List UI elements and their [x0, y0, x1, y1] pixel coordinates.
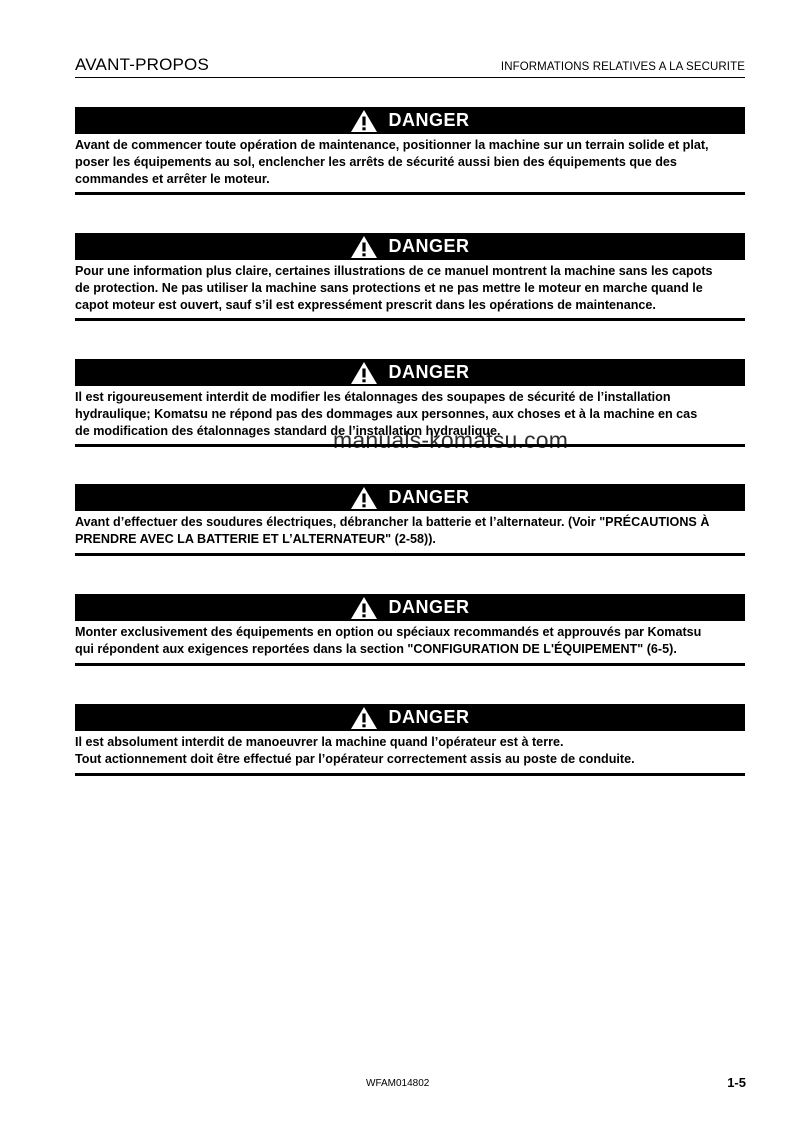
danger-text-line: Il est absolument interdit de manoeuvrer la machine quand l’opérateur est à terre. — [75, 735, 564, 749]
danger-text-line: Avant d’effectuer des soudures électriques, débrancher la batterie et l’alternateur. (Voir "PRÉCAUTIONS À — [75, 515, 710, 529]
danger-text — [75, 260, 745, 313]
warning-triangle-icon — [350, 596, 378, 620]
danger-title: DANGER — [388, 362, 470, 382]
danger-text-line: PRENDRE AVEC LA BATTERIE ET L’ALTERNATEUR" (2-58)). — [75, 531, 436, 546]
document-code: WFAM014802 — [366, 1078, 430, 1089]
danger-text-line: Il est rigoureusement interdit de modifier les étalonnages des soupapes de sécurité de l’installation — [75, 390, 671, 404]
danger-box — [75, 107, 745, 195]
danger-text-line: de protection. Ne pas utiliser la machine sans protections et ne pas mettre le moteur en marche quand le — [75, 280, 703, 295]
danger-text — [75, 731, 745, 768]
danger-title: DANGER — [388, 597, 470, 617]
danger-title: DANGER — [388, 236, 470, 256]
danger-header — [75, 359, 745, 386]
warning-triangle-icon — [350, 706, 378, 730]
danger-title: DANGER — [388, 487, 470, 507]
danger-text-line: Avant de commencer toute opération de maintenance, positionner la machine sur un terrain solide et plat, — [75, 138, 709, 152]
danger-text-line: hydraulique; Komatsu ne répond pas des dommages aux personnes, aux choses et à la machine en cas — [75, 406, 698, 421]
danger-header — [75, 107, 745, 134]
warning-triangle-icon — [350, 361, 378, 385]
danger-header — [75, 484, 745, 511]
chapter-title: INFORMATIONS RELATIVES A LA SECURITE — [500, 61, 745, 73]
danger-header — [75, 233, 745, 260]
page-number: 1-5 — [727, 1075, 746, 1090]
danger-box — [75, 594, 745, 666]
danger-header — [75, 594, 745, 621]
danger-text-line: commandes et arrêter le moteur. — [75, 171, 270, 186]
danger-divider — [75, 318, 745, 321]
danger-text-line: qui répondent aux exigences reportées dans la section "CONFIGURATION DE L'ÉQUIPEMENT" (6-5). — [75, 641, 677, 656]
danger-text — [75, 134, 745, 187]
danger-text-line: Tout actionnement doit être effectué par l’opérateur correctement assis au poste de conduite. — [75, 751, 635, 766]
danger-text — [75, 621, 745, 658]
danger-title: DANGER — [388, 110, 470, 130]
danger-box — [75, 233, 745, 321]
danger-text-line: Pour une information plus claire, certaines illustrations de ce manuel montrent la machine sans les capots — [75, 264, 713, 278]
warning-triangle-icon — [350, 486, 378, 510]
danger-title: DANGER — [388, 707, 470, 727]
danger-divider — [75, 663, 745, 666]
danger-divider — [75, 553, 745, 556]
warning-triangle-icon — [350, 109, 378, 133]
danger-text-line: capot moteur est ouvert, sauf s’il est expressément prescrit dans les opérations de maintenance. — [75, 297, 656, 312]
header-divider — [75, 77, 745, 78]
danger-text-line: de modification des étalonnages standard de l’installation hydraulique. — [75, 423, 501, 438]
danger-box — [75, 704, 745, 776]
danger-header — [75, 704, 745, 731]
danger-divider — [75, 192, 745, 195]
section-title: AVANT-PROPOS — [75, 55, 210, 74]
danger-text — [75, 511, 745, 548]
warning-triangle-icon — [350, 235, 378, 259]
danger-divider — [75, 773, 745, 776]
danger-box — [75, 484, 745, 556]
danger-text-line: poser les équipements au sol, enclencher les arrêts de sécurité aussi bien des équipements que des — [75, 154, 677, 169]
danger-text-line: Monter exclusivement des équipements en option ou spéciaux recommandés et approuvés par Komatsu — [75, 625, 702, 639]
watermark: manuals-komatsu.com — [333, 427, 569, 453]
